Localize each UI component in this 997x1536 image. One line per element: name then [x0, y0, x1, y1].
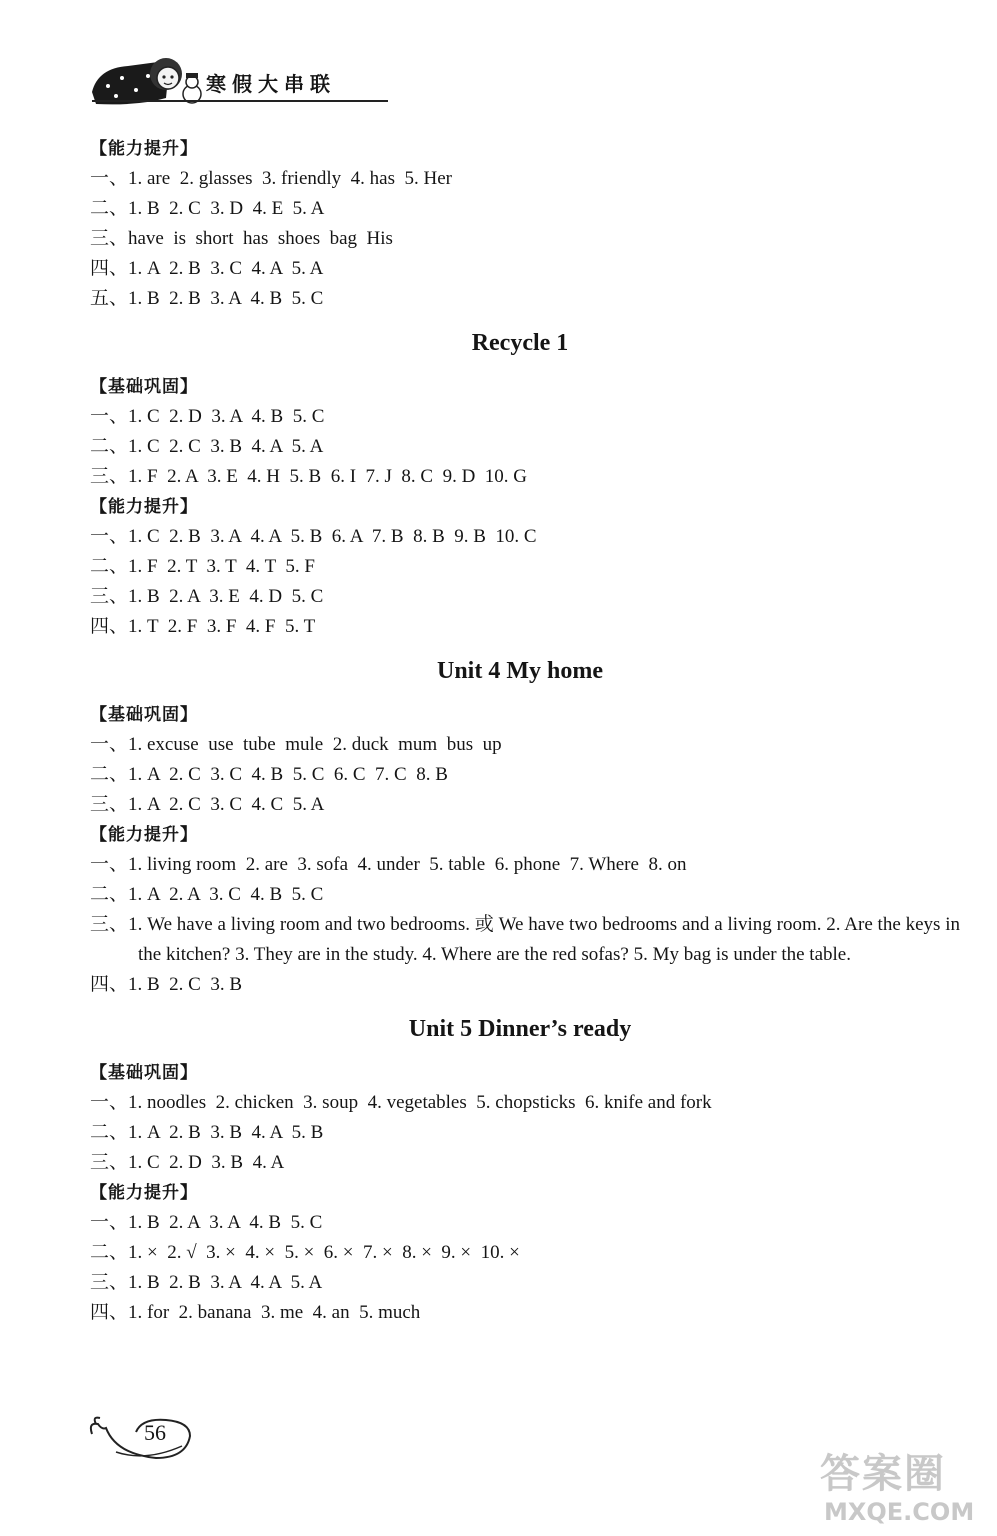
watermark-bottom: MXQE.COM: [824, 1498, 975, 1526]
header-title: 寒假大串联: [206, 72, 336, 96]
page-header: [88, 48, 388, 118]
section-tag: 【基础巩固】: [90, 705, 198, 725]
answer-content: [90, 134, 960, 1328]
answer-line: 二、1. A 2. C 3. C 4. B 5. C 6. C 7. C 8. B: [90, 764, 448, 785]
answer-line: 二、1. B 2. C 3. D 4. E 5. A: [90, 198, 325, 219]
watermark-logo: [810, 1440, 980, 1530]
page-number-badge: [86, 1414, 196, 1464]
section-tag: 【基础巩固】: [90, 1063, 198, 1083]
answer-line: 一、1. B 2. A 3. A 4. B 5. C: [90, 1212, 323, 1233]
answer-line: 二、1. F 2. T 3. T 4. T 5. F: [90, 556, 315, 577]
answer-line: 一、1. are 2. glasses 3. friendly 4. has 5. Her: [90, 168, 452, 189]
answer-line: 三、1. A 2. C 3. C 4. C 5. A: [90, 794, 325, 815]
answer-line: 三、1. F 2. A 3. E 4. H 5. B 6. I 7. J 8. C 9. D 10. G: [90, 466, 528, 487]
section-tag: 【能力提升】: [90, 497, 198, 517]
answer-line: 一、1. noodles 2. chicken 3. soup 4. vegetables 5. chopsticks 6. knife and fork: [90, 1092, 712, 1113]
answer-line: 一、1. excuse use tube mule 2. duck mum bus up: [90, 734, 502, 755]
answer-paragraph: 三、1. We have a living room and two bedrooms. 或 We have two bedrooms and a living room. 2. Are the keys in the kitchen? 3. They are in the study. 4. Where are the red sofas? 5. My bag is under the table.: [90, 914, 960, 965]
section-heading: Unit 5 Dinner’s ready: [408, 1016, 632, 1042]
answer-line: 一、1. living room 2. are 3. sofa 4. under 5. table 6. phone 7. Where 8. on: [90, 854, 687, 875]
answer-line: 三、1. B 2. B 3. A 4. A 5. A: [90, 1272, 323, 1293]
answer-line: 二、1. C 2. C 3. B 4. A 5. A: [90, 436, 324, 457]
answer-line: 一、1. C 2. B 3. A 4. A 5. B 6. A 7. B 8. B 9. B 10. C: [90, 526, 537, 547]
section-tag: 【能力提升】: [90, 139, 198, 159]
section-tag: 【能力提升】: [90, 1183, 198, 1203]
answer-line: 五、1. B 2. B 3. A 4. B 5. C: [90, 288, 324, 309]
answer-line: 三、have is short has shoes bag His: [90, 228, 393, 249]
section-heading: Recycle 1: [471, 330, 569, 356]
page-number: 56: [144, 1420, 166, 1445]
answer-line: 四、1. B 2. C 3. B: [90, 974, 243, 995]
answer-line: 二、1. A 2. A 3. C 4. B 5. C: [90, 884, 324, 905]
header-rule: [92, 100, 388, 102]
section-tag: 【基础巩固】: [90, 377, 198, 397]
answer-line: 二、1. A 2. B 3. B 4. A 5. B: [90, 1122, 324, 1143]
watermark-top: 答案圈: [820, 1451, 946, 1497]
section-heading: Unit 4 My home: [437, 658, 603, 684]
answer-line: 三、1. B 2. A 3. E 4. D 5. C: [90, 586, 324, 607]
answer-line: 三、1. C 2. D 3. B 4. A: [90, 1152, 285, 1173]
whale-icon: [86, 1414, 196, 1464]
answer-line: 二、1. × 2. √ 3. × 4. × 5. × 6. × 7. × 8. × 9. × 10. ×: [90, 1242, 520, 1263]
answer-line: 四、1. A 2. B 3. C 4. A 5. A: [90, 258, 324, 279]
section-tag: 【能力提升】: [90, 825, 198, 845]
answer-line: 四、1. T 2. F 3. F 4. F 5. T: [90, 616, 316, 637]
answer-line: 一、1. C 2. D 3. A 4. B 5. C: [90, 406, 325, 427]
answer-line: 四、1. for 2. banana 3. me 4. an 5. much: [90, 1302, 421, 1323]
